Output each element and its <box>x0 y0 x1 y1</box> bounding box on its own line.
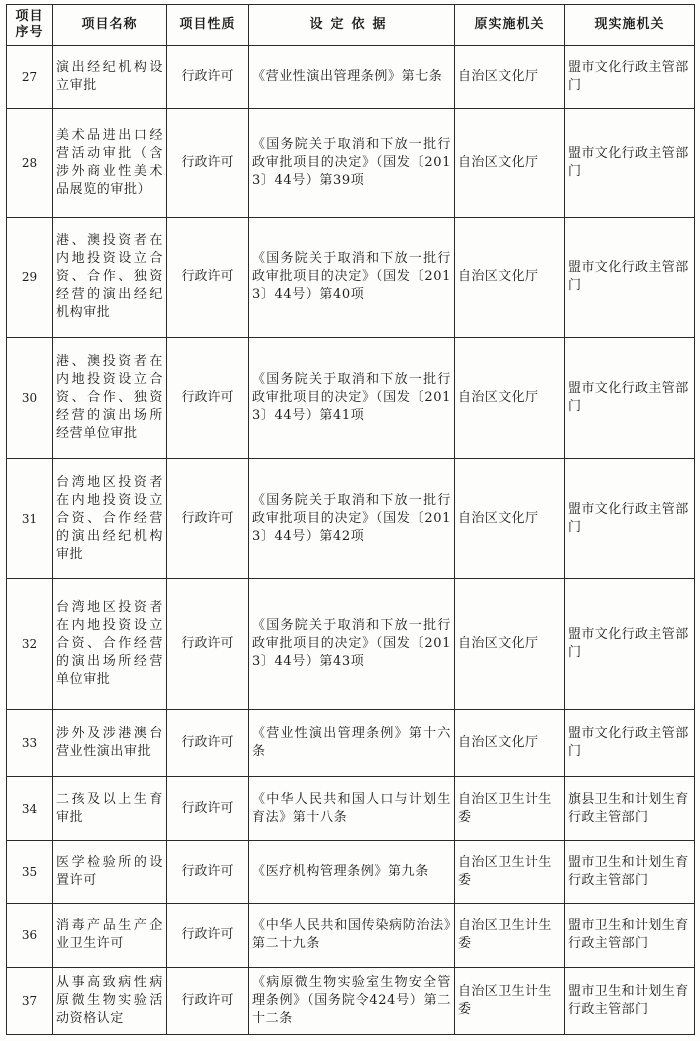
item-number-cell: 27 <box>7 46 53 109</box>
legal-basis-cell: 《国务院关于取消和下放一批行政审批项目的决定》（国发〔2013〕44号）第41项 <box>249 338 455 459</box>
header-original-agency: 原实施机关 <box>455 5 565 46</box>
item-number-cell: 31 <box>7 458 53 579</box>
table-header-row <box>7 5 695 46</box>
table-row <box>7 109 695 217</box>
item-type-cell: 行政许可 <box>167 217 249 338</box>
header-item-name: 项目名称 <box>53 5 167 46</box>
current-agency-cell: 盟市文化行政主管部门 <box>565 338 695 459</box>
current-agency-cell: 盟市文化行政主管部门 <box>565 217 695 338</box>
table-row <box>7 458 695 579</box>
legal-basis-cell: 《国务院关于取消和下放一批行政审批项目的决定》（国发〔2013〕44号）第39项 <box>249 109 455 217</box>
original-agency-cell: 自治区卫生计生委 <box>455 777 565 840</box>
header-current-agency: 现实施机关 <box>565 5 695 46</box>
current-agency-cell: 盟市文化行政主管部门 <box>565 579 695 710</box>
item-number-cell: 36 <box>7 904 53 967</box>
table-row <box>7 217 695 338</box>
current-agency-cell: 旗县卫生和计划生育行政主管部门 <box>565 777 695 840</box>
item-number-cell: 32 <box>7 579 53 710</box>
item-name-cell: 美术品进出口经营活动审批（含涉外商业性美术品展览的审批） <box>53 109 167 217</box>
table-row <box>7 46 695 109</box>
legal-basis-cell: 《营业性演出管理条例》第七条 <box>249 46 455 109</box>
item-number-cell: 35 <box>7 840 53 903</box>
item-number-cell: 30 <box>7 338 53 459</box>
original-agency-cell: 自治区文化厅 <box>455 579 565 710</box>
item-name-cell: 演出经纪机构设立审批 <box>53 46 167 109</box>
table-row <box>7 338 695 459</box>
original-agency-cell: 自治区文化厅 <box>455 338 565 459</box>
table-row <box>7 840 695 903</box>
item-name-cell: 台湾地区投资者在内地投资设立合资、合作经营的演出场所经营单位审批 <box>53 579 167 710</box>
legal-basis-cell: 《病原微生物实验室生物安全管理条例》（国务院令424号）第二十二条 <box>249 967 455 1035</box>
header-item-number: 项目 序号 <box>7 5 53 46</box>
current-agency-cell: 盟市文化行政主管部门 <box>565 458 695 579</box>
legal-basis-cell: 《中华人民共和国人口与计划生育法》第十八条 <box>249 777 455 840</box>
legal-basis-cell: 《营业性演出管理条例》第十六条 <box>249 710 455 777</box>
current-agency-cell: 盟市卫生和计划生育行政主管部门 <box>565 840 695 903</box>
item-type-cell: 行政许可 <box>167 46 249 109</box>
table-row <box>7 967 695 1035</box>
table-row <box>7 710 695 777</box>
legal-basis-cell: 《国务院关于取消和下放一批行政审批项目的决定》（国发〔2013〕44号）第42项 <box>249 458 455 579</box>
header-item-type: 项目性质 <box>167 5 249 46</box>
item-name-cell: 港、澳投资者在内地投资设立合资、合作、独资经营的演出经纪机构审批 <box>53 217 167 338</box>
item-name-cell: 二孩及以上生育审批 <box>53 777 167 840</box>
item-number-cell: 37 <box>7 967 53 1035</box>
item-type-cell: 行政许可 <box>167 338 249 459</box>
original-agency-cell: 自治区文化厅 <box>455 46 565 109</box>
item-type-cell: 行政许可 <box>167 579 249 710</box>
item-type-cell: 行政许可 <box>167 967 249 1035</box>
item-number-cell: 34 <box>7 777 53 840</box>
header-legal-basis: 设定依据 <box>249 5 455 46</box>
item-type-cell: 行政许可 <box>167 777 249 840</box>
current-agency-cell: 盟市文化行政主管部门 <box>565 710 695 777</box>
item-type-cell: 行政许可 <box>167 109 249 217</box>
original-agency-cell: 自治区文化厅 <box>455 109 565 217</box>
item-name-cell: 医学检验所的设置许可 <box>53 840 167 903</box>
item-type-cell: 行政许可 <box>167 840 249 903</box>
original-agency-cell: 自治区文化厅 <box>455 710 565 777</box>
legal-basis-cell: 《医疗机构管理条例》第九条 <box>249 840 455 903</box>
item-number-cell: 28 <box>7 109 53 217</box>
current-agency-cell: 盟市卫生和计划生育行政主管部门 <box>565 967 695 1035</box>
original-agency-cell: 自治区卫生计生委 <box>455 840 565 903</box>
table-row <box>7 777 695 840</box>
item-name-cell: 台湾地区投资者在内地投资设立合资、合作经营的演出经纪机构审批 <box>53 458 167 579</box>
legal-basis-cell: 《国务院关于取消和下放一批行政审批项目的决定》（国发〔2013〕44号）第40项 <box>249 217 455 338</box>
original-agency-cell: 自治区卫生计生委 <box>455 904 565 967</box>
legal-basis-cell: 《国务院关于取消和下放一批行政审批项目的决定》（国发〔2013〕44号）第43项 <box>249 579 455 710</box>
item-type-cell: 行政许可 <box>167 458 249 579</box>
approval-items-table <box>6 4 695 1035</box>
current-agency-cell: 盟市卫生和计划生育行政主管部门 <box>565 904 695 967</box>
item-number-cell: 29 <box>7 217 53 338</box>
item-number-cell: 33 <box>7 710 53 777</box>
item-name-cell: 消毒产品生产企业卫生许可 <box>53 904 167 967</box>
item-type-cell: 行政许可 <box>167 904 249 967</box>
original-agency-cell: 自治区文化厅 <box>455 458 565 579</box>
table-row <box>7 904 695 967</box>
legal-basis-cell: 《中华人民共和国传染病防治法》第二十九条 <box>249 904 455 967</box>
original-agency-cell: 自治区卫生计生委 <box>455 967 565 1035</box>
current-agency-cell: 盟市文化行政主管部门 <box>565 109 695 217</box>
table-row <box>7 579 695 710</box>
original-agency-cell: 自治区文化厅 <box>455 217 565 338</box>
item-name-cell: 从事高致病性病原微生物实验活动资格认定 <box>53 967 167 1035</box>
item-name-cell: 港、澳投资者在内地投资设立合资、合作、独资经营的演出场所经营单位审批 <box>53 338 167 459</box>
item-type-cell: 行政许可 <box>167 710 249 777</box>
item-name-cell: 涉外及涉港澳台营业性演出审批 <box>53 710 167 777</box>
current-agency-cell: 盟市文化行政主管部门 <box>565 46 695 109</box>
